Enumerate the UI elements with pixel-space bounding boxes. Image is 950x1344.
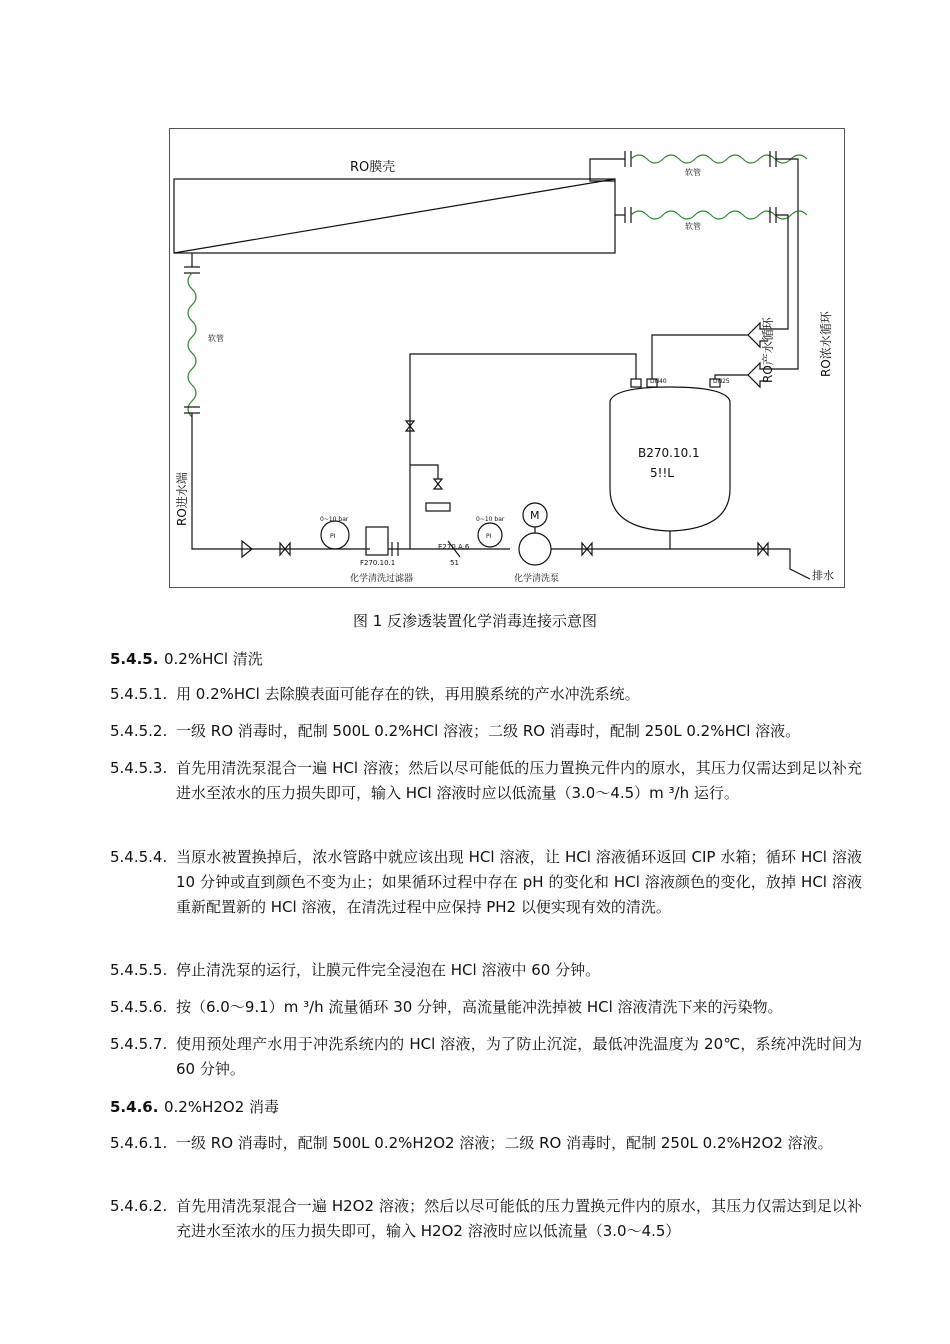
section-text: 当原水被置换掉后，浓水管路中就应该出现 HCl 溶液，让 HCl 溶液循环返回 CIP 水箱；循环 HCl 溶液 10 分钟或直到颜色不变为止；如果循环过程中存在 pH 的变化和 HCl 溶液颜色的变化，放掉 HCl 溶液重新配置新的 HCl 溶液，在清洗过程中应保持 PH2 以便实现有效的清洗。	[176, 848, 862, 916]
section-text: 用 0.2%HCl 去除膜表面可能存在的铁，再用膜系统的产水冲洗系统。	[176, 685, 640, 703]
figure-caption: 图 1 反渗透装置化学消毒连接示意图	[352, 612, 598, 630]
section-5-4-6	[110, 1095, 862, 1120]
membrane-diagonal	[174, 179, 615, 253]
label-valve-code-2: 51	[450, 559, 459, 567]
section-text: 按（6.0～9.1）m ³/h 流量循环 30 分钟，高流量能冲洗掉被 HCl 溶液清洗下来的污染物。	[176, 998, 783, 1016]
section-number: 5.4.6.1.	[110, 1134, 168, 1152]
section-number: 5.4.5.7.	[110, 1035, 168, 1053]
pump	[519, 533, 551, 565]
section-text: 首先用清洗泵混合一遍 HCl 溶液；然后以尽可能低的压力置换元件内的原水，其压力仅需达到足以补充进水至浓水的压力损失即可，输入 HCl 溶液时应以低流量（3.0～4.5）m ³/h 运行。	[176, 759, 862, 802]
label-pi-2: PI	[486, 533, 492, 540]
section-number: 5.4.5.2.	[110, 722, 168, 740]
section-number: 5.4.5.3.	[110, 759, 168, 777]
section-number: 5.4.5.6.	[110, 998, 168, 1016]
section-5-4-5-2	[110, 719, 862, 744]
section-5-4-6-2	[110, 1194, 862, 1244]
section-5-4-6-1	[110, 1131, 862, 1156]
label-ro-concentrate-loop: RO浓水循环	[819, 311, 833, 377]
label-pressure-gauge-2: 0~10 bar	[476, 516, 505, 523]
section-number: 5.4.5.5.	[110, 961, 168, 979]
label-pi-1: PI	[330, 533, 336, 540]
section-5-4-5-5	[110, 958, 862, 983]
label-tank-volume: 5!!L	[650, 466, 674, 480]
section-number: 5.4.5.4.	[110, 848, 168, 866]
label-ro-feed: RO进水端	[175, 472, 189, 526]
label-hose-middle: 软管	[685, 222, 701, 231]
section-number: 5.4.6.2.	[110, 1197, 168, 1215]
hose-left	[188, 273, 196, 417]
section-5-4-5-6	[110, 995, 862, 1020]
label-hose-top: 软管	[685, 168, 701, 177]
label-filter: 化学清洗过滤器	[350, 574, 414, 584]
label-dn-2: DN40	[650, 378, 667, 385]
label-tank-code: B270.10.1	[638, 446, 700, 460]
label-pump: 化学清洗泵	[514, 574, 560, 584]
section-text: 0.2%HCl 清洗	[164, 650, 263, 668]
section-text: 一级 RO 消毒时，配制 500L 0.2%H2O2 溶液；二级 RO 消毒时，配制 250L 0.2%H2O2 溶液。	[176, 1134, 833, 1152]
section-5-4-5	[110, 647, 862, 672]
label-valve-code: E270.A.6	[438, 543, 470, 551]
section-5-4-5-7	[110, 1032, 862, 1082]
section-number: 5.4.6.	[110, 1098, 159, 1116]
section-text: 首先用清洗泵混合一遍 H2O2 溶液；然后以尽可能低的压力置换元件内的原水，其压力仅需达到足以补充进水至浓水的压力损失即可，输入 H2O2 溶液时应以低流量（3.0～4.5）	[176, 1197, 862, 1240]
product-pipe-top	[590, 159, 625, 181]
section-number: 5.4.5.	[110, 650, 159, 668]
section-5-4-5-3	[110, 756, 862, 806]
section-text: 0.2%H2O2 消毒	[164, 1098, 280, 1116]
label-motor: M	[530, 509, 540, 522]
label-dn: DN25	[713, 378, 730, 385]
label-ro-product-loop: RO产水循环	[761, 317, 775, 383]
section-5-4-5-4	[110, 845, 862, 920]
label-drain: 排水	[812, 569, 834, 582]
label-membrane-shell: RO膜壳	[350, 160, 396, 175]
section-text: 停止清洗泵的运行，让膜元件完全浸泡在 HCl 溶液中 60 分钟。	[176, 961, 601, 979]
ro-chemical-disinfection-diagram	[169, 128, 845, 588]
label-pressure-gauge-1: 0~10 bar	[320, 516, 349, 523]
label-filter-code: F270.10.1	[360, 559, 396, 567]
section-number: 5.4.5.1.	[110, 685, 168, 703]
section-text: 使用预处理产水用于冲洗系统内的 HCl 溶液，为了防止沉淀，最低冲洗温度为 20℃，系统冲洗时间为 60 分钟。	[176, 1035, 862, 1078]
label-hose-left: 软管	[208, 334, 224, 343]
section-5-4-5-1	[110, 682, 862, 707]
section-text: 一级 RO 消毒时，配制 500L 0.2%HCl 溶液；二级 RO 消毒时，配制 250L 0.2%HCl 溶液。	[176, 722, 801, 740]
diagram-svg	[170, 129, 846, 589]
